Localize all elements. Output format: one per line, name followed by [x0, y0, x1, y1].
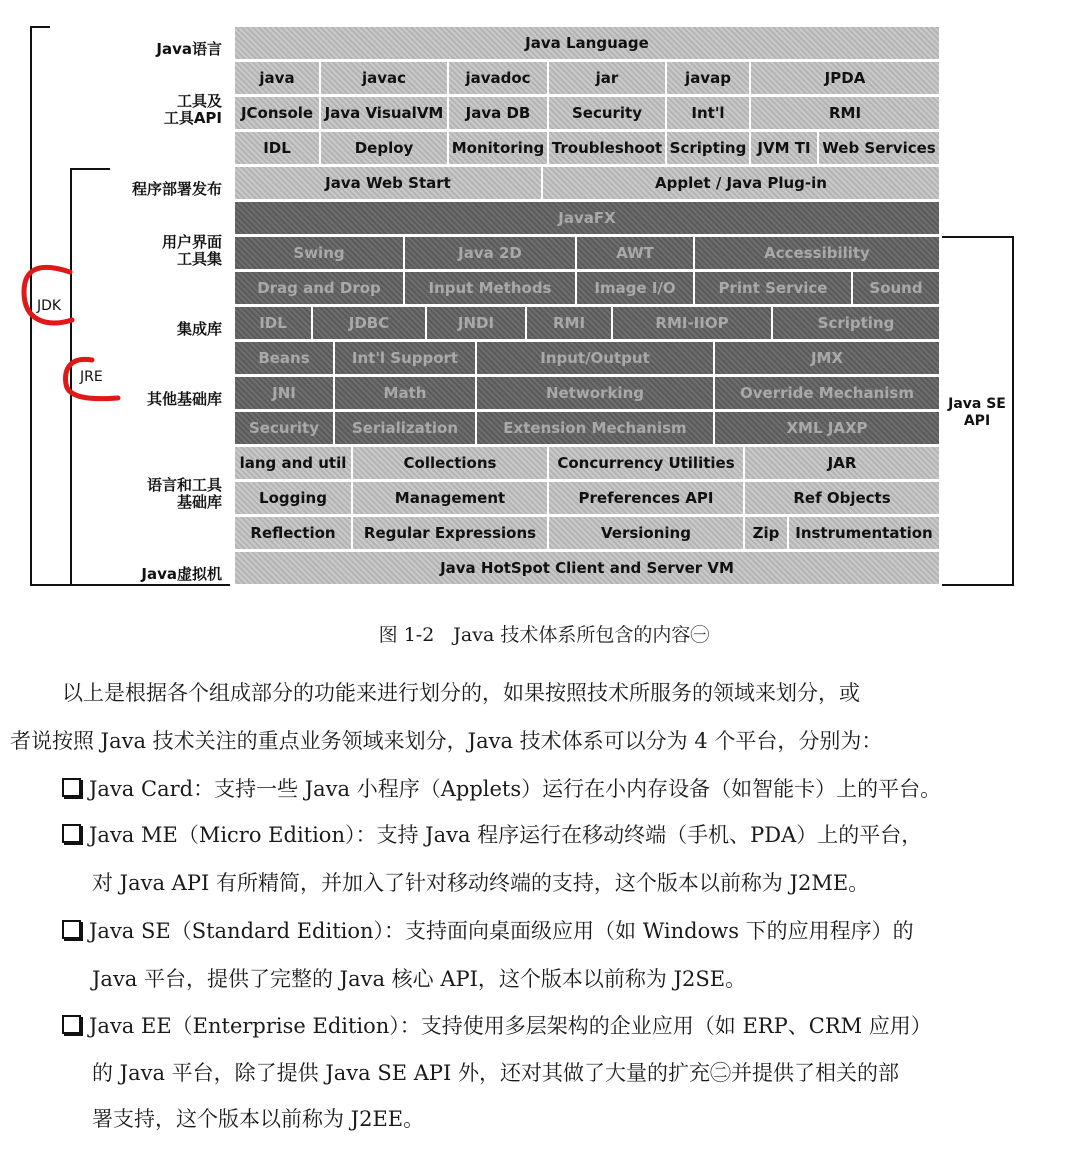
diagram-cell: Int'l: [666, 96, 750, 130]
diagram-cell: AWT: [576, 236, 694, 270]
diagram-cell: Beans: [234, 341, 334, 375]
diagram-cell: Security: [548, 96, 666, 130]
diagram-cell: Java DB: [448, 96, 548, 130]
diagram-cell: XML JAXP: [714, 411, 940, 445]
figure-caption: 图 1-2 Java 技术体系所包含的内容㊀: [378, 624, 710, 646]
diagram-cell: JNDI: [426, 306, 526, 340]
diagram-cell: Java Web Start: [234, 166, 542, 200]
diagram-cell: Math: [334, 376, 476, 410]
diagram-cell: IDL: [234, 306, 312, 340]
row-category-label: 工具及 工具API: [163, 92, 222, 127]
diagram-cell: Deploy: [320, 131, 448, 165]
java-se-api-label: Java SE API: [948, 396, 1006, 429]
checkbox-bullet-icon: [62, 778, 81, 797]
diagram-cell: JConsole: [234, 96, 320, 130]
diagram-cell: Sound: [852, 271, 940, 305]
diagram-cell: Troubleshoot: [548, 131, 666, 165]
diagram-cell: JDBC: [312, 306, 426, 340]
diagram-cell: JavaFX: [234, 201, 940, 235]
jdk-annotation: JDK: [37, 298, 62, 314]
diagram-cell: Override Mechanism: [714, 376, 940, 410]
diagram-cell: Serialization: [334, 411, 476, 445]
paragraph-line: 者说按照 Java 技术关注的重点业务领域来划分，Java 技术体系可以分为 4 个平台，分别为：: [10, 729, 883, 753]
row-category-label: Java虚拟机: [141, 564, 222, 583]
checkbox-bullet-icon: [62, 1015, 81, 1034]
diagram-cell: IDL: [234, 131, 320, 165]
diagram-cell: Zip: [744, 516, 788, 550]
diagram-cell: Preferences API: [548, 481, 744, 515]
diagram-cell: Input/Output: [476, 341, 714, 375]
diagram-cell: javadoc: [448, 61, 548, 95]
diagram-cell: RMI-IIOP: [612, 306, 772, 340]
diagram-cell: RMI: [526, 306, 612, 340]
diagram-cell: RMI: [750, 96, 940, 130]
diagram-cell: Concurrency Utilities: [548, 446, 744, 480]
diagram-cell: Print Service: [694, 271, 852, 305]
diagram-cell: Management: [352, 481, 548, 515]
row-category-label: 集成库: [176, 319, 222, 338]
diagram-cell: JNI: [234, 376, 334, 410]
diagram-cell: JPDA: [750, 61, 940, 95]
diagram-cell: Java 2D: [404, 236, 576, 270]
diagram-cell: Accessibility: [694, 236, 940, 270]
row-category-label: 用户界面 工具集: [161, 233, 222, 268]
jdk-bracket-bottom: [30, 584, 230, 586]
diagram-cell: Monitoring: [448, 131, 548, 165]
diagram-cell: Image I/O: [576, 271, 694, 305]
diagram-cell: Logging: [234, 481, 352, 515]
checkbox-bullet-icon: [62, 824, 81, 843]
jre-annotation: JRE: [80, 369, 103, 385]
list-item-line: Java Card：支持一些 Java 小程序（Applets）运行在小内存设备（如智能卡）上的平台。: [62, 776, 941, 802]
diagram-cell: Versioning: [548, 516, 744, 550]
diagram-cell: Scripting: [772, 306, 940, 340]
diagram-cell: Instrumentation: [788, 516, 940, 550]
diagram-cell: Regular Expressions: [352, 516, 548, 550]
diagram-cell: Java HotSpot Client and Server VM: [234, 551, 940, 585]
diagram-cell: Networking: [476, 376, 714, 410]
diagram-cell: Java VisualVM: [320, 96, 448, 130]
list-item-line: Java SE（Standard Edition）：支持面向桌面级应用（如 Windows 下的应用程序）的: [62, 918, 914, 944]
diagram-cell: Ref Objects: [744, 481, 940, 515]
jdk-bracket-top: [30, 26, 50, 28]
jre-bracket-top: [70, 168, 110, 170]
diagram-cell: Int'l Support: [334, 341, 476, 375]
diagram-cell: JAR: [744, 446, 940, 480]
row-category-label: 程序部署发布: [131, 179, 222, 198]
diagram-cell: lang and util: [234, 446, 352, 480]
diagram-cell: Java Language: [234, 26, 940, 60]
paragraph-line: Java 平台，提供了完整的 Java 核心 API，这个版本以前称为 J2SE。: [92, 967, 747, 991]
diagram-cell: JVM TI: [750, 131, 818, 165]
jdk-red-bracket: [24, 267, 72, 323]
paragraph-line: 以上是根据各个组成部分的功能来进行划分的，如果按照技术所服务的领域来划分，或: [62, 681, 860, 705]
diagram-cell: jar: [548, 61, 666, 95]
diagram-cell: javac: [320, 61, 448, 95]
diagram-cell: Swing: [234, 236, 404, 270]
diagram-cell: JMX: [714, 341, 940, 375]
javase-bracket-top: [942, 236, 1014, 238]
diagram-cell: Input Methods: [404, 271, 576, 305]
diagram-cell: Web Services: [818, 131, 940, 165]
list-item-line: Java EE（Enterprise Edition）：支持使用多层架构的企业应用（如 ERP、CRM 应用）: [62, 1013, 932, 1039]
row-category-label: 其他基础库: [146, 389, 222, 408]
checkbox-bullet-icon: [62, 920, 81, 939]
diagram-cell: Drag and Drop: [234, 271, 404, 305]
javase-bracket-bottom: [942, 584, 1014, 586]
diagram-cell: Security: [234, 411, 334, 445]
diagram-cell: Extension Mechanism: [476, 411, 714, 445]
paragraph-line: 对 Java API 有所精简，并加入了针对移动终端的支持，这个版本以前称为 J2ME。: [92, 871, 870, 895]
row-category-label: Java语言: [156, 39, 222, 58]
diagram-cell: java: [234, 61, 320, 95]
diagram-cell: Reflection: [234, 516, 352, 550]
diagram-cell: Scripting: [666, 131, 750, 165]
diagram-cell: Collections: [352, 446, 548, 480]
list-item-line: Java ME（Micro Edition）：支持 Java 程序运行在移动终端（手机、PDA）上的平台，: [62, 822, 922, 848]
paragraph-line: 署支持，这个版本以前称为 J2EE。: [92, 1107, 425, 1131]
diagram-cell: javap: [666, 61, 750, 95]
row-category-label: 语言和工具 基础库: [146, 476, 222, 511]
paragraph-line: 的 Java 平台，除了提供 Java SE API 外，还对其做了大量的扩充㊁并提供了相关的部: [92, 1061, 900, 1085]
diagram-cell: Applet / Java Plug-in: [542, 166, 940, 200]
javase-bracket-vertical: [1012, 236, 1014, 586]
